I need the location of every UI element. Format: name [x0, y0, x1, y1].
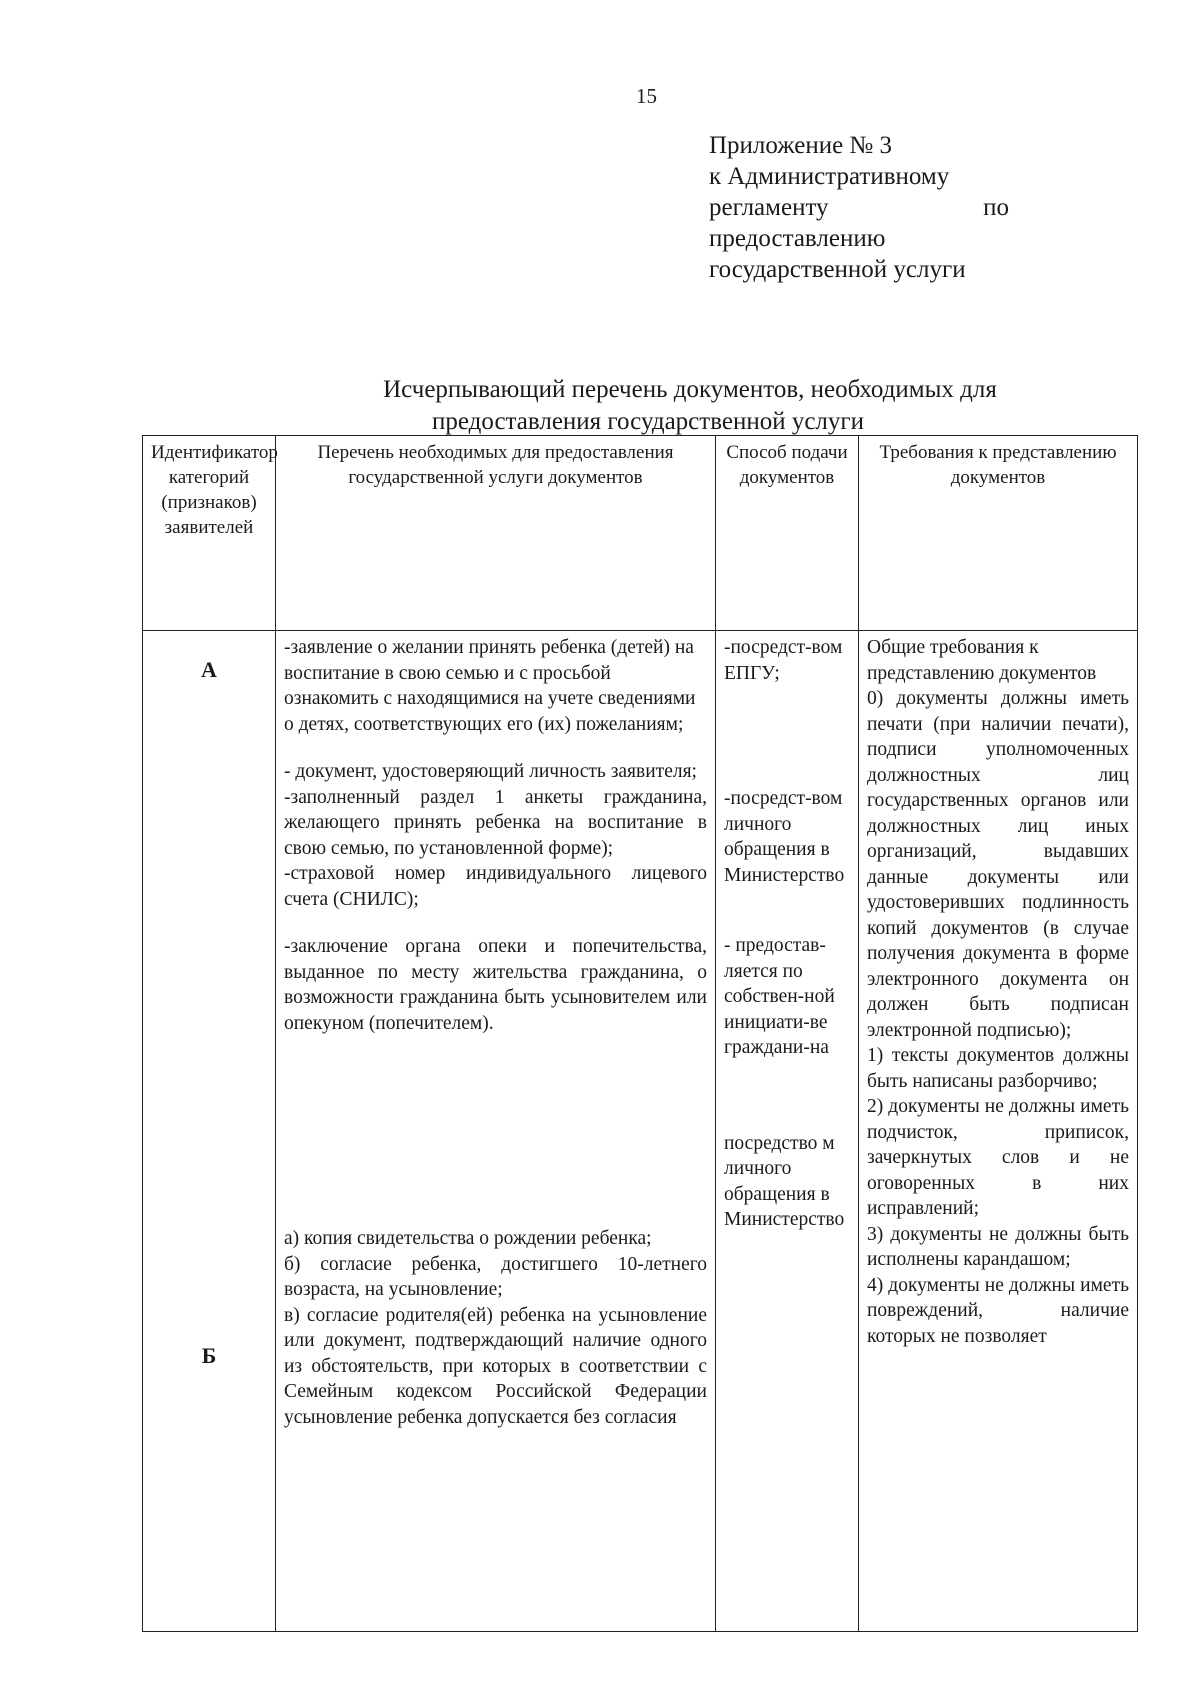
- method-a-1: -посредст-вом ЕПГУ;: [724, 637, 843, 684]
- header-method: Способ подачи документов: [716, 436, 859, 631]
- doc-b-a: а) копия свидетельства о рождении ребенка;: [284, 1228, 652, 1249]
- requirements-cell: [859, 631, 1138, 1632]
- annex-line-5: государственной услуги: [709, 256, 966, 283]
- req-3: 2) документы не должны иметь подчисток, приписок, зачеркнутых слов и не оговоренных в них исправлений;: [867, 1096, 1129, 1219]
- annex-line-4: предоставлению: [709, 225, 886, 252]
- document-title: [330, 374, 1050, 438]
- page-number: 15: [636, 84, 657, 108]
- req-4: 3) документы не должны быть исполнены карандашом;: [867, 1223, 1129, 1270]
- category-cell: [143, 631, 276, 1632]
- table-header-row: [143, 436, 1138, 631]
- title-line-1: Исчерпывающий перечень документов, необходимых для: [383, 376, 997, 403]
- req-1: 0) документы должны иметь печати (при наличии печати), подписи уполномоченных должностных лиц государственных органов или должностных лиц иных организаций, выдавших данные документы или удостоверивших подлинность копий документов (в случае получения документа в форме электронного документа он должен быть подписан электронной подписью);: [867, 688, 1129, 1041]
- category-a: А: [201, 657, 217, 682]
- method-b-1: посредство м личного обращения в Министерство: [724, 1132, 845, 1230]
- req-0: Общие требования к представлению документов: [867, 637, 1097, 684]
- method-cell: [716, 631, 859, 1632]
- doc-a-3: -заполненный раздел 1 анкеты гражданина, желающего принять ребенка на воспитание в свою семью, по установленной форме);: [284, 786, 707, 859]
- req-2: 1) тексты документов должны быть написаны разборчиво;: [867, 1045, 1129, 1092]
- header-documents: Перечень необходимых для предоставления государственной услуги документов: [276, 436, 716, 631]
- annex-line-3b: по: [983, 194, 1009, 221]
- header-category: Идентификатор категорий (признаков) заявителей: [143, 436, 276, 631]
- req-5: 4) документы не должны иметь повреждений, наличие которых не позволяет: [867, 1274, 1129, 1347]
- category-b: Б: [201, 1342, 217, 1368]
- documents-table: [142, 435, 1138, 1632]
- doc-a-2: - документ, удостоверяющий личность заявителя;: [284, 761, 697, 782]
- doc-a-5: -заключение органа опеки и попечительства, выданное по месту жительства гражданина, о возможности гражданина быть усыновителем или опекуном (попечителем).: [284, 936, 707, 1034]
- doc-b-c: в) согласие родителя(ей) ребенка на усыновление или документ, подтверждающий наличие одного из обстоятельств, при которых в соответствии с Семейным кодексом Российской Федерации усыновление ребенка допускается без согласия: [284, 1304, 707, 1428]
- table-row: [143, 631, 1138, 1632]
- method-a-3: - предостав-ляется по собствен-ной инициати-ве граждани-на: [724, 935, 835, 1058]
- annex-line-2: к Административному: [709, 163, 950, 190]
- title-line-2: предоставления государственной услуги: [431, 408, 865, 435]
- doc-a-1: -заявление о желании принять ребенка (детей) на воспитание в свою семью и с просьбой ознакомить с находящимися на учете сведениями о детях, соответствующих его (их) пожеланиям;: [284, 637, 696, 735]
- documents-cell: [276, 631, 716, 1632]
- annex-line-1: Приложение № 3: [709, 132, 893, 159]
- annex-line-3: [709, 192, 1009, 223]
- doc-b-b: б) согласие ребенка, достигшего 10-летнего возраста, на усыновление;: [284, 1253, 707, 1300]
- annex-heading: [709, 130, 1009, 285]
- doc-a-4: -страховой номер индивидуального лицевого счета (СНИЛС);: [284, 863, 707, 910]
- annex-line-3a: регламенту: [709, 194, 829, 221]
- method-a-2: -посредст-вом личного обращения в Министерство: [724, 788, 845, 886]
- header-requirements: Требования к представлению документов: [859, 436, 1138, 631]
